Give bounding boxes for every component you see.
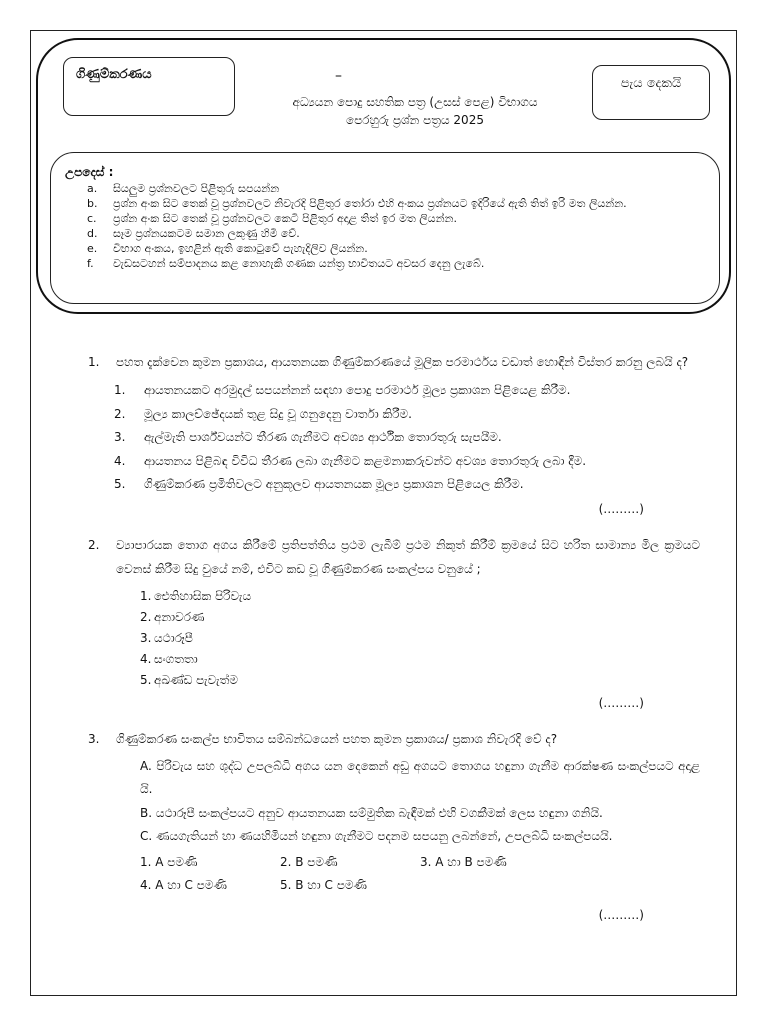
instructions-title: උපදෙස් : bbox=[65, 165, 114, 179]
option-text: ආයතනයකට අරමුදල් සපයන්නන් සඳහා පොදු පරමාර්ථ මූල්‍ය ප්‍රකාශන පිළියෙළ කිරීම. bbox=[144, 383, 571, 397]
instruction-marker: e. bbox=[87, 242, 98, 255]
statement-item: A. පිරිවැය සහ ශුද්ධ උපලබ්ධි අගය යන දෙකෙන් අඩු අගයට තොගය හඳුනා ගැනීම ආරක්ෂණ සංකල්පයට අදාළ යි. bbox=[140, 758, 700, 796]
option-number: 2. bbox=[114, 406, 126, 421]
instruction-marker: b. bbox=[87, 197, 98, 210]
answer-blank[interactable]: (………) bbox=[598, 501, 644, 516]
question-2 bbox=[88, 533, 700, 713]
option-item bbox=[114, 379, 700, 403]
subject-label: ගිණුම්කරණය bbox=[76, 67, 152, 82]
question-stem bbox=[88, 727, 700, 751]
instruction-text: ප්‍රශ්න අංක සිට තෙක් වූ ප්‍රශ්නවලට කෙටි පිළිතුර අදාළ තිත් ඉර මත ලියන්න. bbox=[113, 212, 457, 225]
question-stem bbox=[88, 533, 700, 581]
option-number: 3. bbox=[140, 630, 152, 645]
option-item bbox=[140, 607, 700, 628]
option-text: අනාවරණ bbox=[154, 609, 205, 624]
question-number: 3. bbox=[88, 731, 100, 746]
option-number: 5. bbox=[140, 672, 152, 687]
instruction-item bbox=[65, 182, 703, 197]
instruction-text: ප්‍රශ්න අංක සිට තෙක් වූ ප්‍රශ්නවලට නිවැරදි පිළිතුර තෝරා එහි අංකය ප්‍රශ්නයට ඉදිරියේ ඇති තිත් ඉරි මත ලියන්න. bbox=[113, 197, 627, 210]
instruction-item bbox=[65, 197, 703, 212]
instruction-item bbox=[65, 242, 703, 257]
subject-box bbox=[63, 57, 235, 116]
exam-title bbox=[255, 93, 575, 129]
option-item bbox=[114, 426, 700, 450]
combo-option: 4. A හා C පමණි bbox=[140, 877, 227, 892]
option-number: 5. bbox=[114, 477, 126, 491]
question-text: ව්‍යාපාරයක තොග අගය කිරීමේ ප්‍රතිපත්තිය ප්‍රථම ලැබීම් ප්‍රථම නිකුත් කිරීම් ක්‍රමයේ සිට හරිත සාමාන්‍ය මිල ක්‍රමයට වෙනස් කිරීම සිදු වුයේ නම්, එවිට කඩ වූ ගිණුම්කරණ සංකල්පය වනුයේ ; bbox=[116, 537, 700, 576]
question-1 bbox=[88, 350, 700, 519]
question-number: 1. bbox=[88, 355, 100, 369]
option-item bbox=[114, 450, 700, 474]
questions-section bbox=[88, 350, 700, 925]
option-text: ගිණුම්කරණ ප්‍රමිතිවලට අනුකූලව ආයතනයක මූල්‍ය ප්‍රකාශන පිළියෙල කිරීම. bbox=[144, 477, 524, 491]
question-text: ගිණුම්කරණ සංකල්ප භාවිතය සම්බන්ධයෙන් පහත කුමන ප්‍රකාශය/ ප්‍රකාශ නිවැරදි වේ ද? bbox=[116, 731, 558, 746]
combo-option: 5. B හා C පමණි bbox=[280, 877, 367, 892]
option-number: 1. bbox=[140, 588, 152, 603]
answer-blank[interactable]: (………) bbox=[598, 695, 644, 710]
duration-box bbox=[592, 65, 710, 120]
question-3 bbox=[88, 727, 700, 925]
question-stem bbox=[88, 350, 700, 374]
header-dash: – bbox=[335, 68, 342, 84]
instruction-item bbox=[65, 227, 703, 242]
question-number: 2. bbox=[88, 537, 100, 552]
instruction-item bbox=[65, 257, 703, 272]
combination-options bbox=[140, 855, 700, 893]
option-list bbox=[114, 379, 700, 497]
combo-option: 1. A පමණි bbox=[140, 854, 198, 869]
instruction-marker: d. bbox=[87, 227, 98, 240]
option-text: ඓතිහාසික පිරිවැය bbox=[154, 588, 252, 603]
option-item bbox=[140, 649, 700, 670]
answer-blank[interactable]: (………) bbox=[598, 907, 644, 922]
duration-label: පැය දෙකයි bbox=[620, 76, 682, 91]
option-number: 4. bbox=[114, 453, 126, 468]
instruction-marker: c. bbox=[87, 212, 97, 225]
option-text: අඛණ්ඩ පැවැත්ම bbox=[154, 672, 238, 687]
instruction-text: සෑම ප්‍රශ්නයකටම සමාන ලකුණු හිමි වේ. bbox=[113, 227, 300, 240]
option-number: 3. bbox=[114, 430, 126, 444]
option-item bbox=[140, 628, 700, 649]
instructions-box bbox=[50, 152, 720, 304]
combo-option: 3. A හා B පමණි bbox=[420, 854, 507, 869]
combo-option: 2. B පමණි bbox=[280, 854, 338, 869]
exam-title-line1: අධ්‍යයන පොදු සහතික පත්‍ර (උසස් පෙළ) විභාගය bbox=[292, 95, 538, 109]
option-item bbox=[140, 670, 700, 691]
option-text: යථාරූපී bbox=[154, 630, 193, 645]
instruction-marker: f. bbox=[87, 257, 94, 270]
question-text: පහත දැක්වෙන කුමන ප්‍රකාශය, ආයතනයක ගිණුම්කරණයේ මූලික පරමාර්ථය වඩාත් හොඳින් විස්තර කරනු ලබයි ද? bbox=[116, 355, 689, 369]
instruction-text: විභාග අංකය, ඉහළින් ඇති කොටුවේ පැහැදිලිව ලියන්න. bbox=[113, 242, 368, 255]
instruction-item bbox=[65, 212, 703, 227]
instruction-text: සියලුම ප්‍රශ්නවලට පිළිතුරු සපයන්න bbox=[113, 182, 280, 195]
option-item bbox=[114, 403, 700, 427]
option-item bbox=[114, 473, 700, 497]
option-text: ආයතනය පිළිබඳ විවිධ තීරණ ලබා ගැනීමට කළමනාකරුවන්ට අවශ්‍ය තොරතුරු ලබා දීම. bbox=[144, 453, 587, 468]
option-number: 1. bbox=[114, 383, 126, 397]
instruction-text: වැඩසටහන් සම්පාදනය කළ නොහැකි ගණක යන්ත්‍ර භාවිතයට අවසර දෙනු ලැබේ. bbox=[113, 257, 485, 270]
option-number: 4. bbox=[140, 651, 152, 666]
option-text: මූල්‍ය කාලච්ඡේදයක් තුළ සිදු වූ ගනුදෙනු වාර්තා කිරීම. bbox=[144, 406, 412, 421]
option-text: ඇල්මැති පාර්ශ්වයන්ට තීරණ ගැනීමට අවශ්‍ය ආර්ථික තොරතුරු සැපයීම. bbox=[144, 430, 502, 444]
option-item bbox=[140, 586, 700, 607]
option-text: සංගතතා bbox=[154, 651, 198, 666]
option-list bbox=[140, 586, 700, 691]
statement-item: C. ණයගැතියන් හා ණයහිමියන් හඳුනා ගැනීමට පදනම සපයනු ලබන්නේ, උපලබ්ධි සංකල්පයයි. bbox=[140, 829, 613, 843]
exam-title-line2: පෙරහුරු ප්‍රශ්න පත්‍රය 2025 bbox=[346, 113, 484, 127]
statement-list bbox=[140, 755, 700, 849]
option-number: 2. bbox=[140, 609, 152, 624]
instruction-marker: a. bbox=[87, 182, 98, 195]
statement-item: B. යථාරූපී සංකල්පයට අනුව ආයතනයක සම්මුතික බැඳීමක් එහි වගකීමක් ලෙස හඳුනා ගනියි. bbox=[140, 805, 603, 820]
